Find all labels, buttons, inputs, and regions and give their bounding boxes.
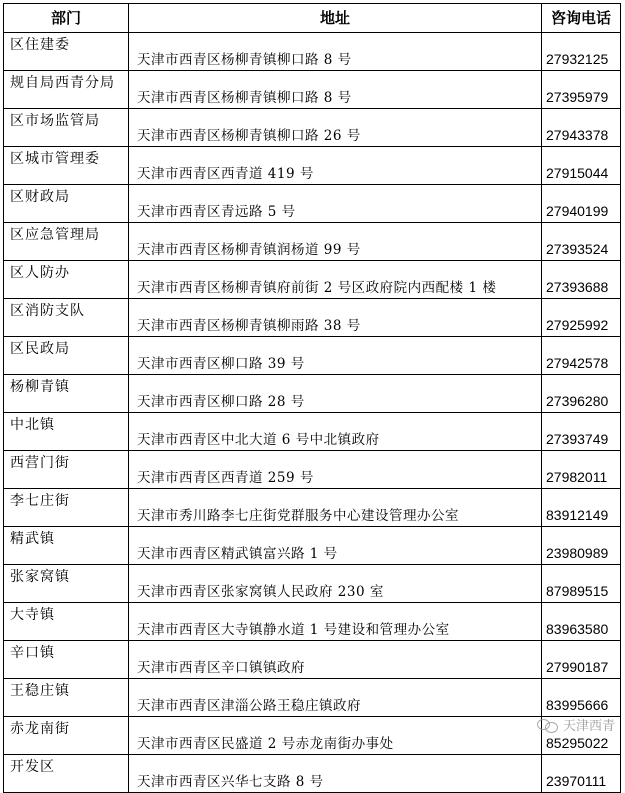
- address-cell: 天津市西青区精武镇富兴路 1 号: [129, 527, 542, 565]
- dept-cell: 赤龙南街: [4, 717, 129, 755]
- dept-cell: 中北镇: [4, 413, 129, 451]
- header-dept: 部门: [4, 4, 129, 33]
- phone-cell: 83912149: [542, 489, 621, 527]
- dept-cell: 王稳庄镇: [4, 679, 129, 717]
- address-cell: 天津市西青区杨柳青镇柳口路 8 号: [129, 71, 542, 109]
- phone-cell: 23980989: [542, 527, 621, 565]
- phone-cell: 83995666: [542, 679, 621, 717]
- table-row: [4, 375, 621, 413]
- phone-cell: 85295022: [542, 717, 621, 755]
- table-row: [4, 527, 621, 565]
- dept-cell: 西营门街: [4, 451, 129, 489]
- dept-cell: 区住建委: [4, 33, 129, 71]
- contact-table: [3, 3, 621, 793]
- address-cell: 天津市西青区兴华七支路 8 号: [129, 755, 542, 793]
- address-cell: 天津市西青区杨柳青镇府前街 2 号区政府院内西配楼 1 楼: [129, 261, 542, 299]
- address-cell: 天津市西青区西青道 419 号: [129, 147, 542, 185]
- dept-cell: 杨柳青镇: [4, 375, 129, 413]
- address-cell: 天津市西青区民盛道 2 号赤龙南街办事处: [129, 717, 542, 755]
- phone-cell: 27915044: [542, 147, 621, 185]
- table-row: [4, 717, 621, 755]
- table-row: [4, 755, 621, 793]
- dept-cell: 规自局西青分局: [4, 71, 129, 109]
- address-cell: 天津市西青区杨柳青镇柳口路 26 号: [129, 109, 542, 147]
- phone-cell: 23970111: [542, 755, 621, 793]
- dept-cell: 区城市管理委: [4, 147, 129, 185]
- phone-cell: 27393749: [542, 413, 621, 451]
- dept-cell: 区人防办: [4, 261, 129, 299]
- header-phone: 咨询电话: [542, 4, 621, 33]
- table-row: [4, 451, 621, 489]
- watermark-text: 天津西青: [562, 719, 615, 734]
- dept-cell: 区应急管理局: [4, 223, 129, 261]
- address-cell: 天津市西青区中北大道 6 号中北镇政府: [129, 413, 542, 451]
- address-cell: 天津市西青区杨柳青镇柳口路 8 号: [129, 33, 542, 71]
- phone-cell: 27940199: [542, 185, 621, 223]
- header-row: [4, 4, 621, 33]
- table-row: [4, 565, 621, 603]
- table-row: [4, 33, 621, 71]
- table-row: [4, 413, 621, 451]
- address-cell: 天津市秀川路李七庄街党群服务中心建设管理办公室: [129, 489, 542, 527]
- table-row: [4, 299, 621, 337]
- address-cell: 天津市西青区津淄公路王稳庄镇政府: [129, 679, 542, 717]
- table-row: [4, 603, 621, 641]
- phone-cell: 27395979: [542, 71, 621, 109]
- table-row: [4, 223, 621, 261]
- dept-cell: 区消防支队: [4, 299, 129, 337]
- wechat-icon: [537, 718, 559, 732]
- address-cell: 天津市西青区西青道 259 号: [129, 451, 542, 489]
- address-cell: 天津市西青区大寺镇静水道 1 号建设和管理办公室: [129, 603, 542, 641]
- table-row: [4, 71, 621, 109]
- header-address: 地址: [129, 4, 542, 33]
- address-cell: 天津市西青区辛口镇镇政府: [129, 641, 542, 679]
- dept-cell: 辛口镇: [4, 641, 129, 679]
- phone-cell: 27932125: [542, 33, 621, 71]
- table-row: [4, 337, 621, 375]
- dept-cell: 张家窝镇: [4, 565, 129, 603]
- table-row: [4, 679, 621, 717]
- table-row: [4, 489, 621, 527]
- address-cell: 天津市西青区杨柳青镇润杨道 99 号: [129, 223, 542, 261]
- table-row: [4, 185, 621, 223]
- dept-cell: 大寺镇: [4, 603, 129, 641]
- table-row: [4, 641, 621, 679]
- dept-cell: 区市场监管局: [4, 109, 129, 147]
- phone-cell: 27925992: [542, 299, 621, 337]
- phone-cell: 27942578: [542, 337, 621, 375]
- address-cell: 天津市西青区柳口路 39 号: [129, 337, 542, 375]
- address-cell: 天津市西青区杨柳青镇柳雨路 38 号: [129, 299, 542, 337]
- phone-cell: 27393688: [542, 261, 621, 299]
- address-cell: 天津市西青区青远路 5 号: [129, 185, 542, 223]
- phone-cell: 87989515: [542, 565, 621, 603]
- address-cell: 天津市西青区柳口路 28 号: [129, 375, 542, 413]
- dept-cell: 精武镇: [4, 527, 129, 565]
- phone-cell: 27393524: [542, 223, 621, 261]
- phone-cell: 27943378: [542, 109, 621, 147]
- dept-cell: 区民政局: [4, 337, 129, 375]
- dept-cell: 李七庄街: [4, 489, 129, 527]
- phone-cell: 83963580: [542, 603, 621, 641]
- table-row: [4, 109, 621, 147]
- watermark: [537, 715, 615, 734]
- phone-cell: 27396280: [542, 375, 621, 413]
- table-row: [4, 147, 621, 185]
- phone-cell: 27982011: [542, 451, 621, 489]
- phone-cell: 27990187: [542, 641, 621, 679]
- table-row: [4, 261, 621, 299]
- address-cell: 天津市西青区张家窝镇人民政府 230 室: [129, 565, 542, 603]
- dept-cell: 开发区: [4, 755, 129, 793]
- dept-cell: 区财政局: [4, 185, 129, 223]
